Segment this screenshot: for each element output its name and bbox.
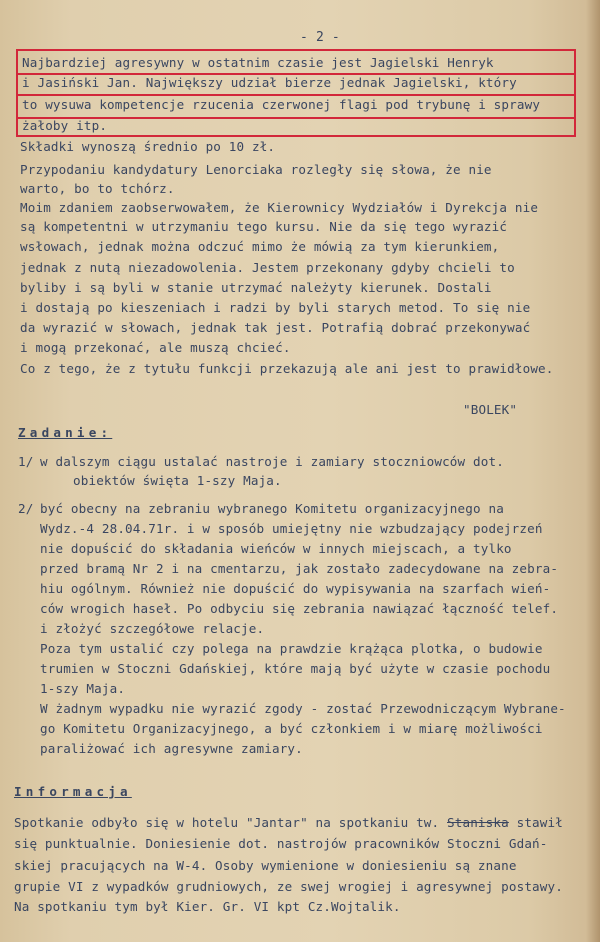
info-line [14,815,563,831]
task-line: paraliżować ich agresywne zamiary. [40,741,303,756]
info-line: skiej pracujących na W-4. Osoby wymienione w doniesieniu są znane [14,858,517,873]
task-line: trumien w Stoczni Gdańskiej, które mają być użyte w czasie pochodu [40,661,551,676]
task-line: 1-szy Maja. [40,681,126,696]
report-line: byliby i są byli w stanie utrzymać należyty kierunek. Dostali [20,280,492,295]
struck-name: Staniska [447,815,509,830]
task-line: i złożyć szczegółowe relacje. [40,621,265,636]
report-line: wsłowach, jednak można odczuć mimo że mówią za tym kierunkiem, [20,239,500,254]
task-line: ców wrogich haseł. Po odbyciu się zebrania nawiązać łączność telef. [40,601,559,616]
report-line: Co z tego, że z tytułu funkcji przekazują ale ani jest to prawidłowe. [20,361,554,376]
task-line: przed bramą Nr 2 i na cmentarzu, jak zostało zadecydowane na zebra- [40,561,559,576]
highlight-line: i Jasiński Jan. Największy udział bierze jednak Jagielski, który [22,75,517,90]
report-line: i mogą przekonać, ale muszą chcieć. [20,340,291,355]
task-line: Poza tym ustalić czy polega na prawdzie krążąca plotka, o budowie [40,641,543,656]
info-line: się punktualnie. Doniesienie dot. nastrojów pracowników Stoczni Gdań- [14,836,548,851]
report-line: Moim zdaniem zaobserwowałem, że Kierownicy Wydziałów i Dyrekcja nie [20,200,539,215]
highlight-line: Najbardziej agresywny w ostatnim czasie jest Jagielski Henryk [22,55,494,70]
highlight-separator [16,94,576,96]
task-line: go Komitetu Organizacyjnego, a być członkiem i w miarę możliwości [40,721,543,736]
informacja-heading: Informacja [14,784,132,799]
highlight-line: żałoby itp. [22,118,108,133]
info-line1-suffix: stawił [508,815,563,830]
task-line: Wydz.-4 28.04.71r. i w sposób umiejętny nie wzbudzający podejrzeń [40,521,543,536]
report-line: jednak z nutą niezadowolenia. Jestem przekonany gdyby chcieli to [20,260,515,275]
report-line: i dostają po kieszeniach i radzi by byli starych metod. To się nie [20,300,531,315]
report-line: warto, bo to tchórz. [20,181,175,196]
report-line: da wyrazić w słowach, jednak tak jest. Potrafią dobrać przekonywać [20,320,531,335]
task-line: hiu ogólnym. Również nie dopuścić do wypisywania na szarfach wień- [40,581,551,596]
page-edge-shadow [586,0,600,942]
task-line: w dalszym ciągu ustalać nastroje i zamiary stoczniowców dot. [40,454,504,469]
task-line: W żadnym wypadku nie wyrazić zgody - zostać Przewodniczącym Wybrane- [40,701,566,716]
info-line: grupie VI z wypadków grudniowych, ze swej wrogiej i agresywnej postawy. [14,879,563,894]
zadanie-heading: Zadanie: [18,425,113,440]
task-line: nie dopuścić do składania wieńców w innych miejscach, a tylko [40,541,512,556]
signature-bolek: "BOLEK" [463,402,518,417]
info-line1-prefix: Spotkanie odbyło się w hotelu "Jantar" na spotkaniu tw. [14,815,447,830]
report-line: Składki wynoszą średnio po 10 zł. [20,139,276,154]
page-number: - 2 - [300,30,340,45]
highlight-line: to wysuwa kompetencje rzucenia czerwonej flagi pod trybunę i sprawy [22,97,541,112]
task-line: obiektów święta 1-szy Maja. [73,473,282,488]
report-line: są kompetentni w utrzymaniu tego kursu. Nie da się tego wyrazić [20,219,508,234]
task-number: 1/ [18,454,34,469]
task-number: 2/ [18,501,34,516]
task-line: być obecny na zebraniu wybranego Komitetu organizacyjnego na [40,501,504,516]
report-line: Przypodaniu kandydatury Lenorciaka rozległy się słowa, że nie [20,162,492,177]
info-line: Na spotkaniu tym był Kier. Gr. VI kpt Cz.Wojtalik. [14,899,401,914]
